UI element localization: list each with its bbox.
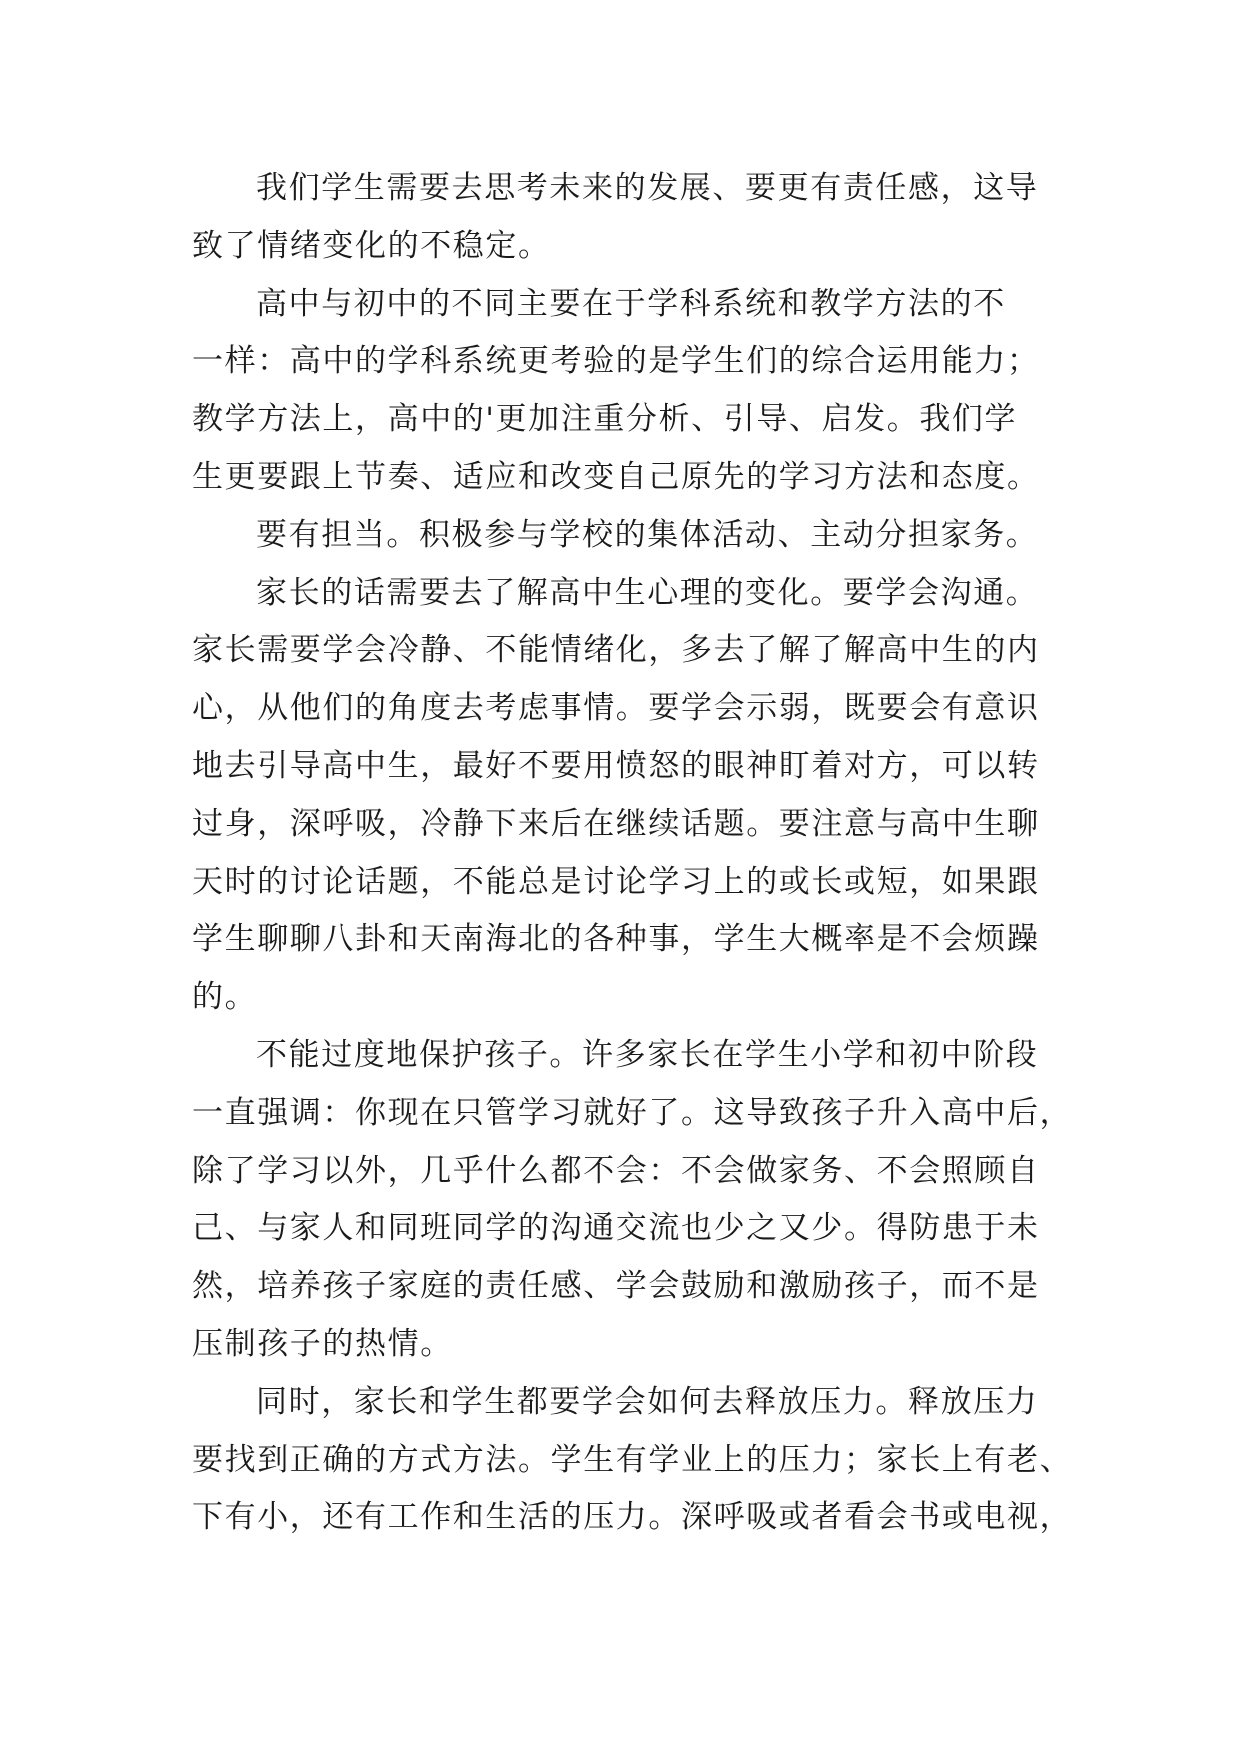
text-line: 生更要跟上节奏、适应和改变自己原先的学习方法和态度。 xyxy=(192,458,1040,495)
text-line: 家长需要学会冷静、不能情绪化，多去了解了解高中生的内 xyxy=(192,632,1040,669)
text-line: 地去引导高中生，最好不要用愤怒的眼神盯着对方，可以转 xyxy=(192,747,1040,784)
text-line: 学生聊聊八卦和天南海北的各种事，学生大概率是不会烦躁 xyxy=(192,921,1040,958)
text-line: 我们学生需要去思考未来的发展、要更有责任感，这导 xyxy=(256,170,1039,206)
text-line: 家长的话需要去了解高中生心理的变化。要学会沟通。 xyxy=(256,574,1039,611)
text-line: 然，培养孩子家庭的责任感、学会鼓励和激励孩子，而不是 xyxy=(192,1268,1040,1305)
text-line: 除了学习以外，几乎什么都不会：不会做家务、不会照顾自 xyxy=(192,1152,1040,1189)
text-line: 同时，家长和学生都要学会如何去释放压力。释放压力 xyxy=(256,1383,1039,1420)
text-line: 一样：高中的学科系统更考验的是学生们的综合运用能力； xyxy=(192,343,1040,380)
text-line: 下有小，还有工作和生活的压力。深呼吸或者看会书或电视， xyxy=(192,1499,1073,1536)
text-line: 己、与家人和同班同学的沟通交流也少之又少。得防患于未 xyxy=(192,1210,1040,1247)
text-line: 高中与初中的不同主要在于学科系统和教学方法的不 xyxy=(256,285,1006,322)
text-line: 要有担当。积极参与学校的集体活动、主动分担家务。 xyxy=(256,516,1039,553)
text-line: 的。 xyxy=(192,979,258,1016)
text-line: 心，从他们的角度去考虑事情。要学会示弱，既要会有意识 xyxy=(192,690,1040,727)
text-line: 致了情绪变化的不稳定。 xyxy=(192,227,551,264)
text-line: 教学方法上，高中的'更加注重分析、引导、启发。我们学 xyxy=(192,401,1018,438)
text-line: 一直强调：你现在只管学习就好了。这导致孩子升入高中后， xyxy=(192,1094,1073,1131)
text-line: 天时的讨论话题，不能总是讨论学习上的或长或短，如果跟 xyxy=(192,863,1040,900)
text-line: 要找到正确的方式方法。学生有学业上的压力；家长上有老、 xyxy=(192,1441,1073,1478)
text-line: 不能过度地保护孩子。许多家长在学生小学和初中阶段 xyxy=(256,1036,1039,1073)
text-line: 压制孩子的热情。 xyxy=(192,1325,453,1362)
text-line: 过身，深呼吸，冷静下来后在继续话题。要注意与高中生聊 xyxy=(192,805,1040,842)
body-text xyxy=(192,160,1073,1547)
